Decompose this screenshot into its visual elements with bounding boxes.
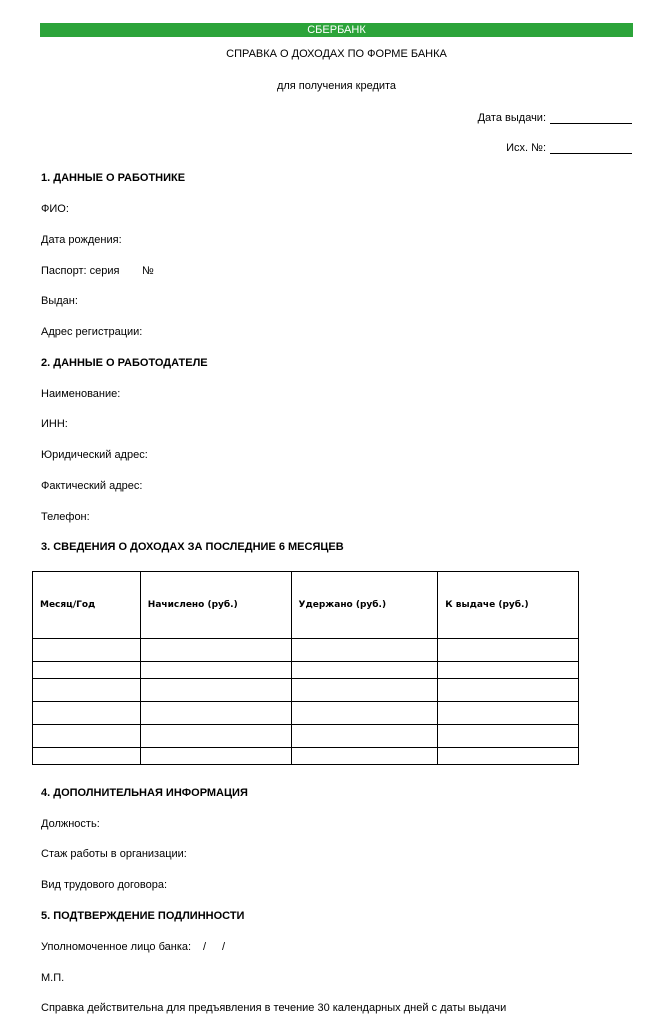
signature-separator-1: / (203, 941, 207, 953)
actual-address-label: Фактический адрес: (41, 480, 143, 492)
issue-date-field[interactable] (550, 111, 632, 124)
ref-number-label: Исх. №: (506, 142, 546, 154)
tenure-label: Стаж работы в организации: (41, 848, 187, 860)
table-cell[interactable] (291, 702, 438, 725)
table-cell[interactable] (291, 639, 438, 662)
table-row (33, 679, 579, 702)
table-cell[interactable] (33, 748, 141, 765)
table-cell[interactable] (291, 748, 438, 765)
table-cell[interactable] (140, 679, 291, 702)
ref-number-row (506, 141, 632, 154)
full-name-label: ФИО: (41, 203, 69, 215)
table-cell[interactable] (291, 725, 438, 748)
table-row (33, 725, 579, 748)
table-cell[interactable] (140, 702, 291, 725)
document-title: СПРАВКА О ДОХОДАХ ПО ФОРМЕ БАНКА (226, 48, 447, 60)
stamp-label: М.П. (41, 972, 65, 984)
bank-banner: СБЕРБАНК (40, 23, 633, 37)
issue-date-row (478, 111, 632, 124)
table-cell[interactable] (291, 679, 438, 702)
table-cell[interactable] (438, 702, 579, 725)
column-header-accrued: Начислено (руб.) (140, 572, 291, 639)
authorized-person-label: Уполномоченное лицо банка: (41, 941, 192, 953)
birth-date-label: Дата рождения: (41, 234, 122, 246)
inn-label: ИНН: (41, 418, 68, 430)
position-label: Должность: (41, 818, 100, 830)
phone-label: Телефон: (41, 511, 90, 523)
column-header-withheld: Удержано (руб.) (291, 572, 438, 639)
table-cell[interactable] (438, 748, 579, 765)
section-5-title: 5. ПОДТВЕРЖДЕНИЕ ПОДЛИННОСТИ (41, 910, 245, 922)
table-cell[interactable] (438, 679, 579, 702)
document-subtitle: для получения кредита (276, 80, 397, 92)
table-cell[interactable] (438, 725, 579, 748)
table-cell[interactable] (140, 662, 291, 679)
section-2-title: 2. ДАННЫЕ О РАБОТОДАТЕЛЕ (41, 357, 208, 369)
table-row (33, 662, 579, 679)
section-1-title: 1. ДАННЫЕ О РАБОТНИКЕ (41, 172, 186, 184)
table-cell[interactable] (140, 748, 291, 765)
column-header-month: Месяц/Год (33, 572, 141, 639)
table-row (33, 748, 579, 765)
table-row (33, 639, 579, 662)
ref-number-field[interactable] (550, 141, 632, 154)
table-cell[interactable] (140, 725, 291, 748)
contract-type-label: Вид трудового договора: (41, 879, 167, 891)
table-cell[interactable] (291, 662, 438, 679)
table-cell[interactable] (438, 639, 579, 662)
table-cell[interactable] (140, 639, 291, 662)
issue-date-label: Дата выдачи: (477, 112, 546, 124)
signature-separator-2: / (222, 941, 226, 953)
table-cell[interactable] (33, 725, 141, 748)
section-4-title: 4. ДОПОЛНИТЕЛЬНАЯ ИНФОРМАЦИЯ (41, 787, 248, 799)
table-cell[interactable] (438, 662, 579, 679)
validity-note: Справка действительна для предъявления в течение 30 календарных дней с даты выдачи (41, 1002, 507, 1014)
passport-series-label: Паспорт: серия (41, 265, 120, 277)
table-cell[interactable] (33, 679, 141, 702)
table-row (33, 702, 579, 725)
section-3-title: 3. СВЕДЕНИЯ О ДОХОДАХ ЗА ПОСЛЕДНИЕ 6 МЕСЯЦЕВ (41, 541, 344, 553)
employer-name-label: Наименование: (41, 388, 121, 400)
table-header-row (33, 572, 579, 639)
table-cell[interactable] (33, 662, 141, 679)
table-cell[interactable] (33, 702, 141, 725)
issued-by-label: Выдан: (41, 295, 78, 307)
legal-address-label: Юридический адрес: (41, 449, 148, 461)
registration-address-label: Адрес регистрации: (41, 326, 143, 338)
passport-number-label: № (142, 265, 154, 277)
table-cell[interactable] (33, 639, 141, 662)
income-table (32, 571, 579, 765)
column-header-payout: К выдаче (руб.) (438, 572, 579, 639)
